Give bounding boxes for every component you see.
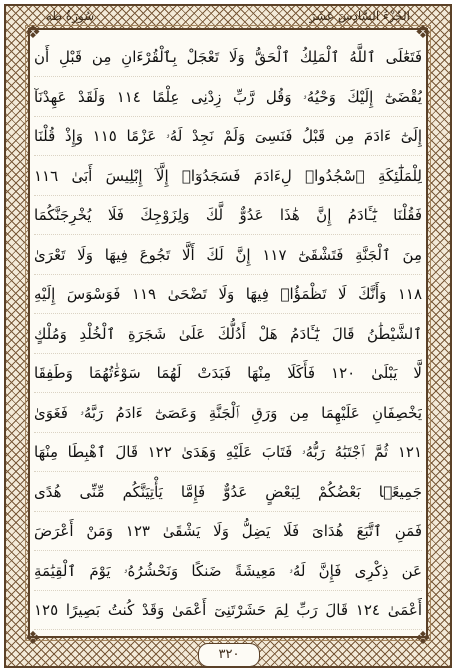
text-line: إِلَىٰٓ ءَادَمَ مِن قَبْلُ فَنَسِىَ وَلَمْ نَجِدْ لَهُۥ عَزْمًا ١١٥ وَإِذْ قُلْنَا: [34, 117, 422, 156]
text-line: يُقْضَىٰٓ إِلَيْكَ وَحْيُهُۥ وَقُل رَّبِّ زِدْنِى عِلْمًا ١١٤ وَلَقَدْ عَهِدْنَآ: [34, 78, 422, 117]
text-line: عَن ذِكْرِى فَإِنَّ لَهُۥ مَعِيشَةً ضَنكًا وَنَحْشُرُهُۥ يَوْمَ ٱلْقِيَٰمَةِ: [34, 552, 422, 591]
corner-ornament-icon: ❖: [24, 22, 42, 43]
text-line: جَمِيعًۢا بَعْضُكُمْ لِبَعْضٍ عَدُوٌّ فَإِمَّا يَأْتِيَنَّكُم مِّنِّى هُدًى: [34, 473, 422, 512]
verse-block: [34, 38, 422, 630]
page-number: ٣٢٠: [198, 643, 260, 667]
text-line: يَخْصِفَانِ عَلَيْهِمَا مِن وَرَقِ ٱلْجَنَّةِ وَعَصَىٰٓ ءَادَمُ رَبَّهُۥ فَغَوَىٰ: [34, 394, 422, 433]
text-line: فَتَعَٰلَى ٱللَّهُ ٱلْمَلِكُ ٱلْحَقُّ وَلَا تَعْجَلْ بِٱلْقُرْءَانِ مِن قَبْلِ أَن: [34, 38, 422, 77]
corner-ornament-icon: ❖: [24, 628, 42, 649]
surah-title: سُورَةُ طه: [46, 9, 95, 23]
text-line: فَمَنِ ٱتَّبَعَ هُدَاىَ فَلَا يَضِلُّ وَلَا يَشْقَىٰ ١٢٣ وَمَنْ أَعْرَضَ: [34, 512, 422, 551]
corner-ornament-icon: ❖: [414, 22, 432, 43]
text-line: لِلْمَلَٰٓئِكَةِ ٱسْجُدُوا۟ لِءَادَمَ فَسَجَدُوٓا۟ إِلَّآ إِبْلِيسَ أَبَىٰ ١١٦: [34, 157, 422, 196]
text-line: فَقُلْنَا يَٰٓـَٔادَمُ إِنَّ هَٰذَا عَدُوٌّ لَّكَ وَلِزَوْجِكَ فَلَا يُخْرِجَنَّكُمَا: [34, 196, 422, 235]
text-line: ١٢١ ثُمَّ ٱجْتَبَٰهُ رَبُّهُۥ فَتَابَ عَلَيْهِ وَهَدَىٰ ١٢٢ قَالَ ٱهْبِطَا مِنْهَا: [34, 433, 422, 472]
text-line: أَعْمَىٰ ١٢٤ قَالَ رَبِّ لِمَ حَشَرْتَنِىٓ أَعْمَىٰ وَقَدْ كُنتُ بَصِيرًا ١٢٥: [34, 591, 422, 630]
juz-title: الجُزْءُ السَّادِسَ عَشَرَ: [309, 9, 410, 23]
text-line: مِنَ ٱلْجَنَّةِ فَتَشْقَىٰٓ ١١٧ إِنَّ لَكَ أَلَّا تَجُوعَ فِيهَا وَلَا تَعْرَىٰ: [34, 236, 422, 275]
text-line: ٱلشَّيْطَٰنُ قَالَ يَٰٓـَٔادَمُ هَلْ أَدُلُّكَ عَلَىٰ شَجَرَةِ ٱلْخُلْدِ وَمُلْكٍ: [34, 315, 422, 354]
text-line: ١١٨ وَأَنَّكَ لَا تَظْمَؤُا۟ فِيهَا وَلَا تَضْحَىٰ ١١٩ فَوَسْوَسَ إِلَيْهِ: [34, 275, 422, 314]
page-header: [46, 6, 410, 26]
corner-ornament-icon: ❖: [414, 628, 432, 649]
text-line: لَّا يَبْلَىٰ ١٢٠ فَأَكَلَا مِنْهَا فَبَدَتْ لَهُمَا سَوْءَٰتُهُمَا وَطَفِقَا: [34, 354, 422, 393]
